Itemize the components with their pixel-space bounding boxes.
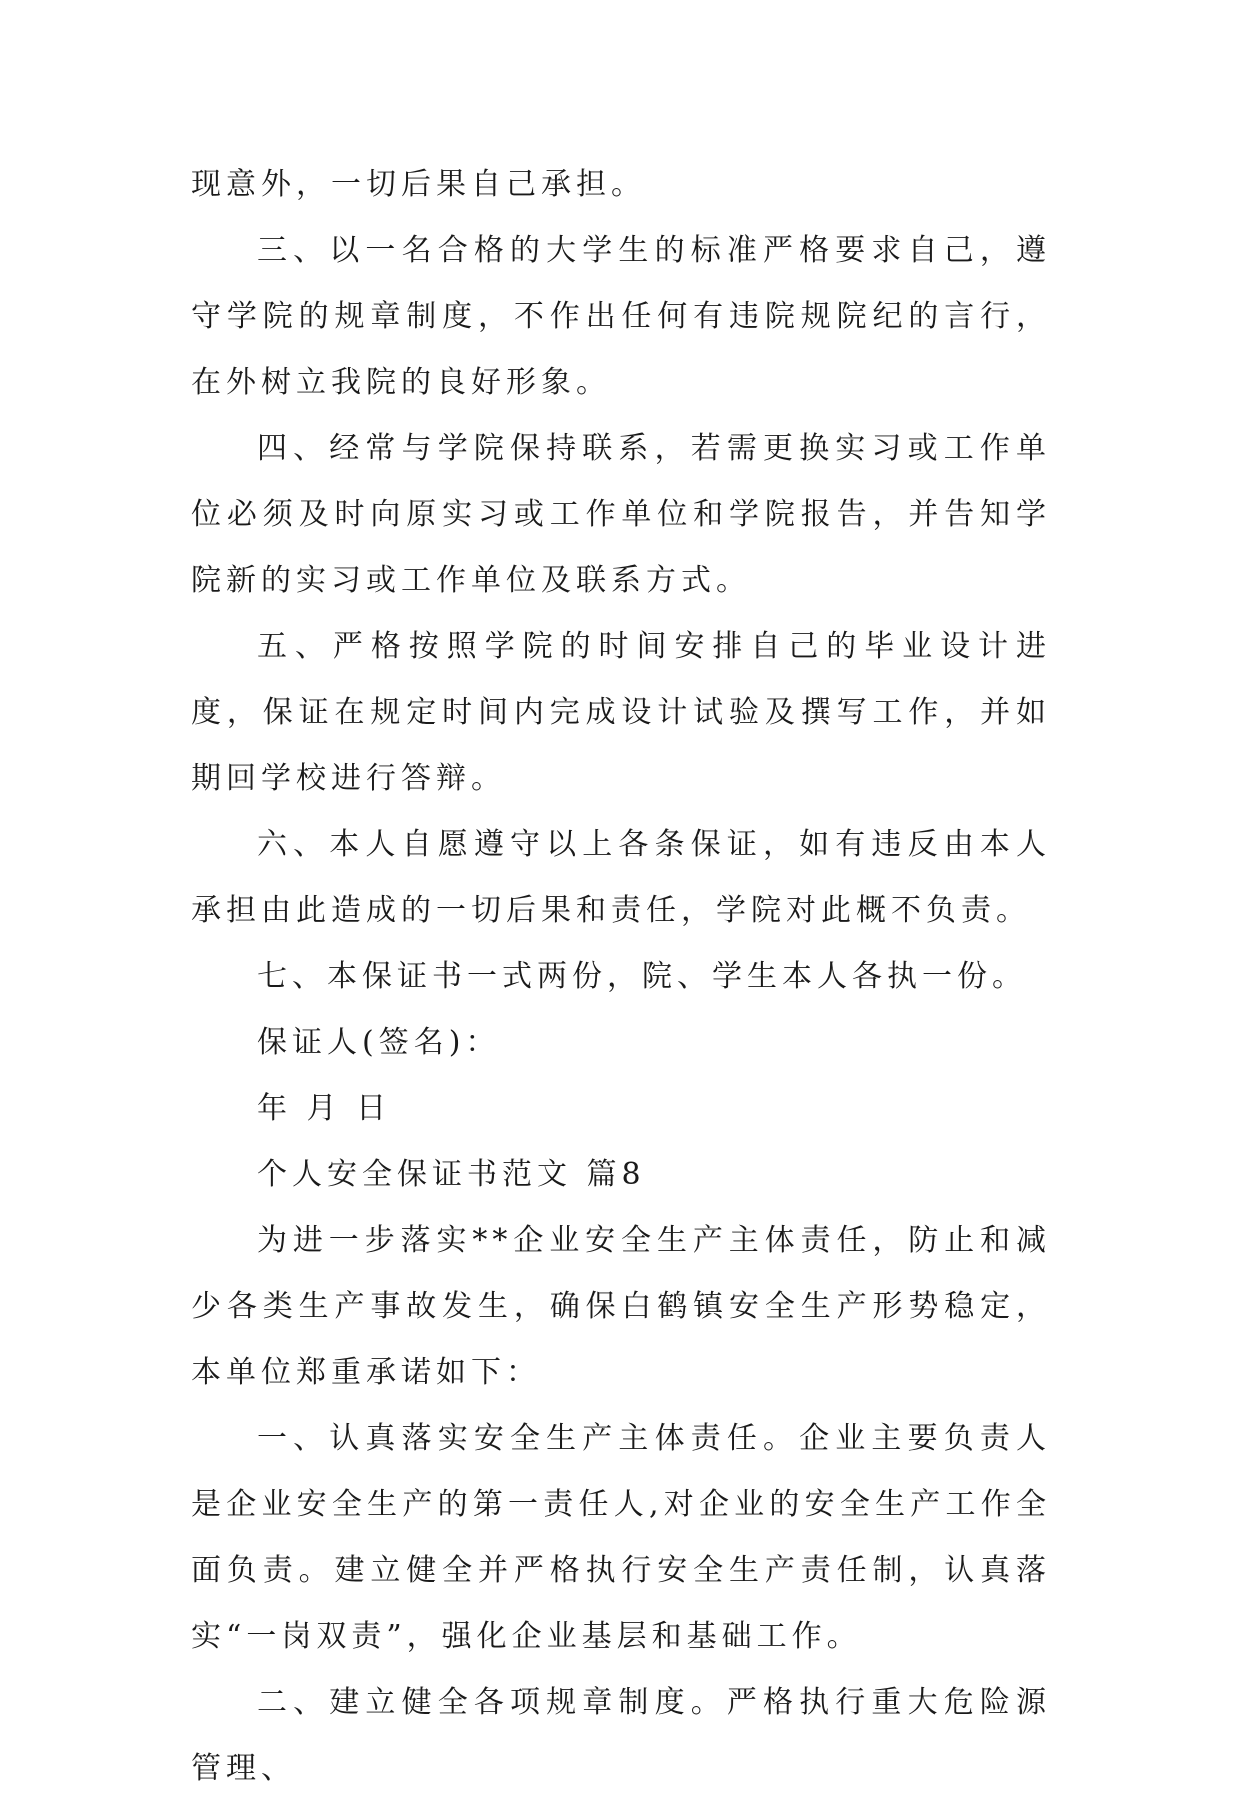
paragraph-continuation: 现意外，一切后果自己承担。 xyxy=(191,167,646,202)
date-line: 年 月 日 xyxy=(257,1091,392,1126)
paragraph-item-5: 五、严格按照学院的时间安排自己的毕业设计进度，保证在规定时间内完成设计试验及撰写工作，并如期回学校进行答辩。 xyxy=(191,629,1051,796)
paragraph-item-7: 七、本保证书一式两份，院、学生本人各执一份。 xyxy=(257,959,1027,994)
paragraph-commitment-1: 一、认真落实安全生产主体责任。企业主要负责人是企业安全生产的第一责任人,对企业的安全生产工作全面负责。建立健全并严格执行安全生产责任制，认真落实“一岗双责”，强化企业基层和基础工作。 xyxy=(191,1421,1051,1654)
paragraph-item-4: 四、经常与学院保持联系，若需更换实习或工作单位必须及时向原实习或工作单位和学院报告，并告知学院新的实习或工作单位及联系方式。 xyxy=(191,431,1051,598)
paragraph-item-3: 三、以一名合格的大学生的标准严格要求自己，遵守学院的规章制度，不作出任何有违院规院纪的言行，在外树立我院的良好形象。 xyxy=(191,233,1051,400)
document-body xyxy=(191,152,1051,1802)
paragraph-item-6: 六、本人自愿遵守以上各条保证，如有违反由本人承担由此造成的一切后果和责任，学院对此概不负责。 xyxy=(191,827,1051,928)
signature-line: 保证人(签名)： xyxy=(257,1025,501,1060)
section-title: 个人安全保证书范文 篇8 xyxy=(257,1157,646,1192)
paragraph-intro: 为进一步落实**企业安全生产主体责任，防止和减少各类生产事故发生，确保白鹤镇安全生产形势稳定，本单位郑重承诺如下： xyxy=(191,1223,1051,1390)
paragraph-commitment-2: 二、建立健全各项规章制度。严格执行重大危险源管理、 xyxy=(191,1685,1051,1786)
